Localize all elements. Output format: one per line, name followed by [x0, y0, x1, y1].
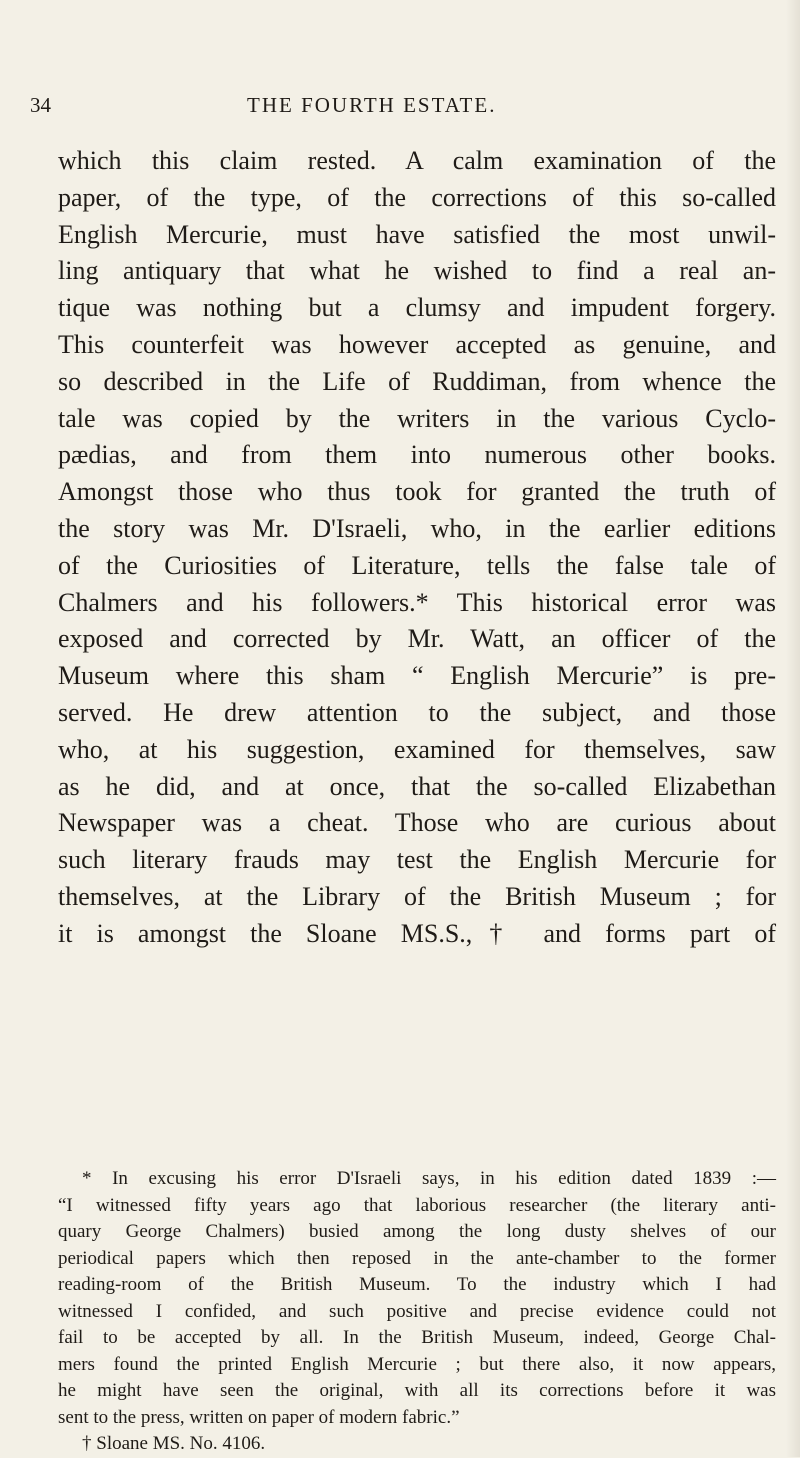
body-line: who, at his suggestion, examined for themselves, saw [58, 734, 776, 764]
body-line: ling antiquary that what he wished to find a real an- [58, 256, 776, 286]
page-edge-shadow [786, 0, 800, 1457]
body-line: served. He drew attention to the subject, and those [58, 697, 776, 727]
footnote-line: mers found the printed English Mercurie ; but there also, it now appears, [58, 1353, 776, 1375]
body-line: which this claim rested. A calm examination of the [58, 146, 776, 175]
footnote-line: sent to the press, written on paper of modern fabric.” [58, 1406, 460, 1428]
body-text [58, 143, 776, 953]
footnote-line: periodical papers which then reposed in the ante-chamber to the former [58, 1247, 776, 1269]
footnote-line: witnessed I confided, and such positive and precise evidence could not [58, 1300, 776, 1322]
body-line: This counterfeit was however accepted as genuine, and [58, 329, 776, 359]
footnote-line: quary George Chalmers) busied among the long dusty shelves of our [58, 1221, 776, 1242]
body-line: themselves, at the Library of the British Museum ; for [58, 881, 776, 911]
footnote-line: he might have seen the original, with all its corrections before it was [58, 1380, 776, 1401]
body-line: the story was Mr. D'Israeli, who, in the earlier editions [58, 513, 776, 543]
footnote-line: “I witnessed fifty years ago that laborious researcher (the literary anti- [58, 1194, 776, 1216]
body-line: paper, of the type, of the corrections of this so-called [58, 182, 776, 212]
running-title: THE FOURTH ESTATE. [247, 93, 497, 117]
footnote-line: * In excusing his error D'Israeli says, in his edition dated 1839 :— [82, 1168, 776, 1189]
page-number: 34 [30, 93, 51, 117]
body-line: English Mercurie, must have satisfied the most unwil- [58, 219, 776, 249]
body-line: exposed and corrected by Mr. Watt, an officer of the [58, 624, 776, 654]
footnote-sloane: † Sloane MS. No. 4106. [82, 1433, 266, 1454]
body-line: pædias, and from them into numerous other books. [58, 440, 776, 470]
body-line: so described in the Life of Ruddiman, from whence the [58, 366, 776, 396]
footnotes [58, 1166, 776, 1458]
footnote-line: fail to be accepted by all. In the British Museum, indeed, George Chal- [58, 1327, 776, 1348]
body-line: tique was nothing but a clumsy and impudent forgery. [58, 293, 776, 323]
body-line: tale was copied by the writers in the various Cyclo- [58, 403, 776, 433]
body-line: Museum where this sham “ English Mercurie” is pre- [58, 661, 776, 691]
body-line: Amongst those who thus took for granted the truth of [58, 477, 776, 507]
running-head [30, 93, 800, 123]
body-line: of the Curiosities of Literature, tells the false tale of [58, 550, 776, 580]
body-line: as he did, and at once, that the so-called Elizabethan [58, 771, 776, 801]
footnote-line: reading-room of the British Museum. To the industry which I had [58, 1274, 776, 1295]
body-line: it is amongst the Sloane MS.S.,† and forms part of [58, 918, 776, 948]
body-line: Chalmers and his followers.* This historical error was [58, 587, 776, 617]
body-line: Newspaper was a cheat. Those who are curious about [58, 808, 776, 838]
body-line: such literary frauds may test the English Mercurie for [58, 845, 776, 875]
